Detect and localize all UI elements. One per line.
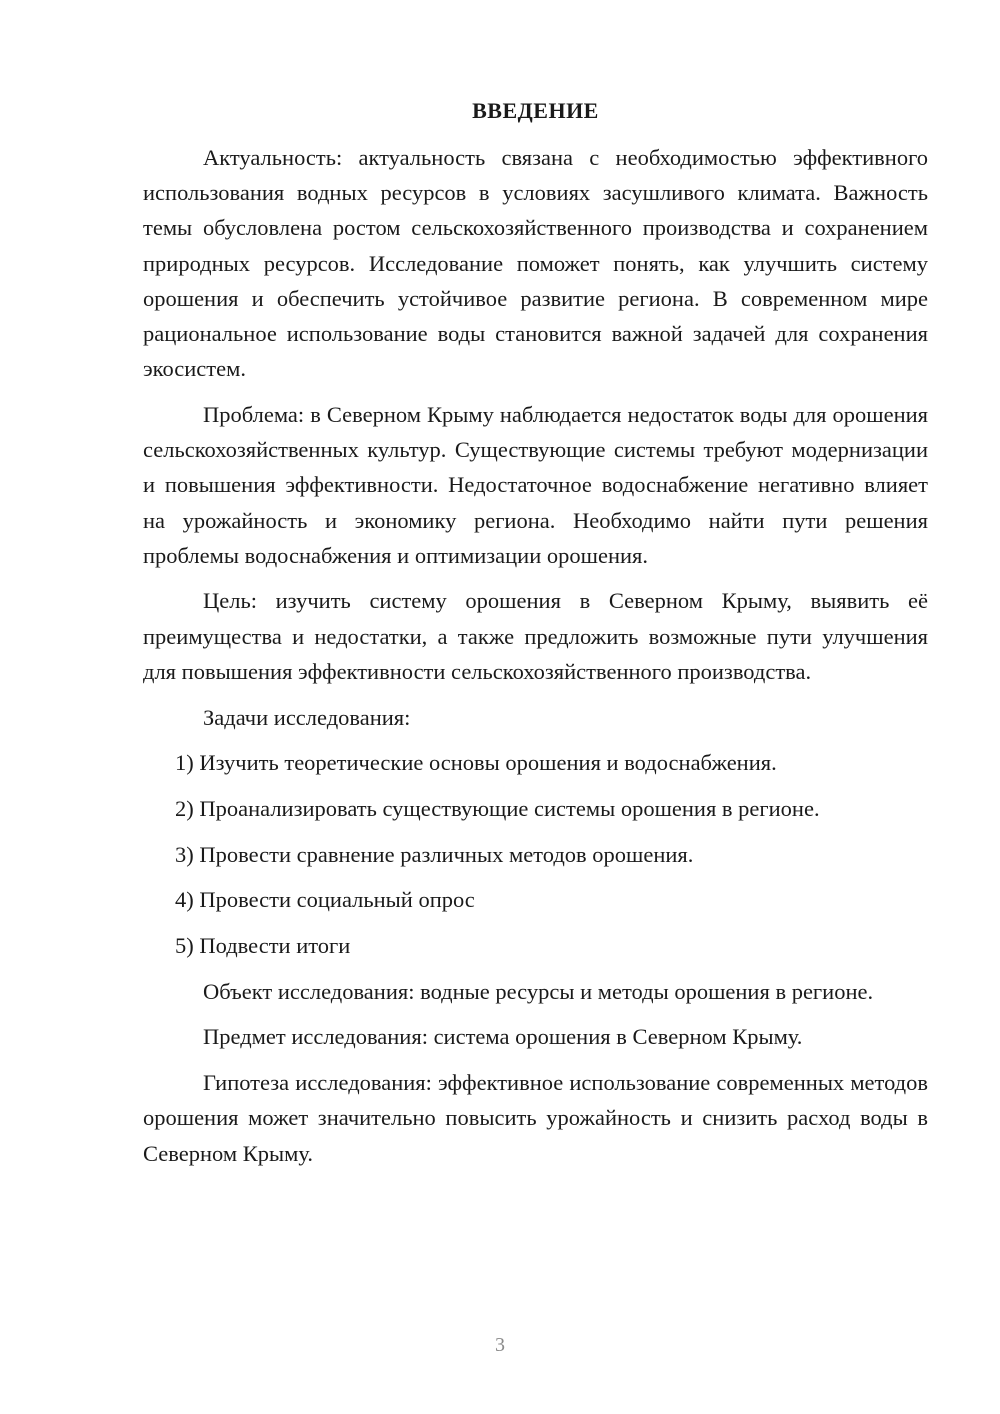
document-page xyxy=(143,96,928,1181)
task-item: 3) Провести сравнение различных методов орошения. xyxy=(175,841,694,867)
page-number: 3 xyxy=(495,1334,505,1356)
task-item: 4) Провести социальный опрос xyxy=(175,887,475,913)
paragraph-object: Объект исследования: водные ресурсы и методы орошения в регионе. xyxy=(203,978,874,1004)
task-item: 1) Изучить теоретические основы орошения и водоснабжения. xyxy=(175,750,777,776)
page-title: ВВЕДЕНИЕ xyxy=(472,98,599,123)
task-item: 2) Проанализировать существующие системы орошения в регионе. xyxy=(175,795,820,821)
paragraph-problem: Проблема: в Северном Крыму наблюдается недостаток воды для орошения сельскохозяйственных культур. Существующие системы требуют модернизации и повышения эффективности. Недостаточное водоснабжение негативно влияет на урожайность и экономику региона. Необходимо найти пути решения проблемы водоснабжения и оптимизации орошения. xyxy=(143,401,928,568)
paragraph-goal: Цель: изучить систему орошения в Северном Крыму, выявить её преимущества и недостатки, а также предложить возможные пути улучшения для повышения эффективности сельскохозяйственного производства. xyxy=(143,588,928,684)
task-item: 5) Подвести итоги xyxy=(175,933,351,959)
paragraph-subject: Предмет исследования: система орошения в Северном Крыму. xyxy=(203,1024,803,1050)
paragraph-hypothesis: Гипотеза исследования: эффективное использование современных методов орошения может значительно повысить урожайность и снизить расход воды в Северном Крыму. xyxy=(143,1070,928,1166)
paragraph-relevance: Актуальность: актуальность связана с необходимостью эффективного использования водных ресурсов в условиях засушливого климата. Важность темы обусловлена ростом сельскохозяйственного производства и сохранением природных ресурсов. Исследование поможет понять, как улучшить систему орошения и обеспечить устойчивое развитие региона. В современном мире рациональное использование воды становится важной задачей для сохранения экосистем. xyxy=(143,145,928,382)
paragraph-tasks-heading: Задачи исследования: xyxy=(203,704,411,730)
